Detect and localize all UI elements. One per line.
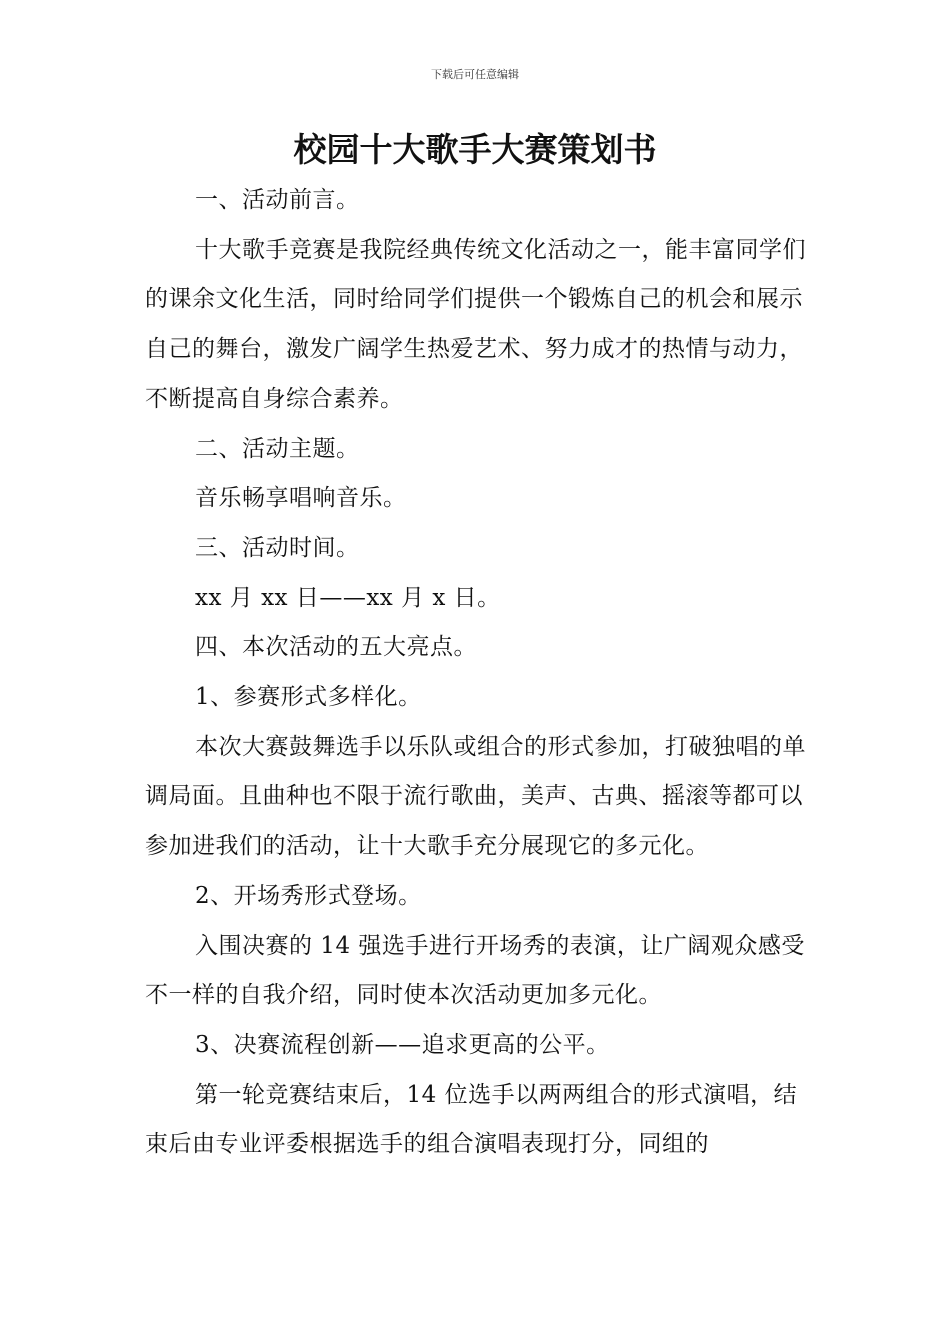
- section-heading: 三、活动时间。: [195, 534, 360, 561]
- paragraph: xx 月 xx 日——xx 月 x 日。: [195, 584, 501, 611]
- document-title: 校园十大歌手大赛策划书: [293, 130, 657, 169]
- paragraph: 十大歌手竞赛是我院经典传统文化活动之一，能丰富同学们的课余文化生活，同时给同学们提供一个锻炼自己的机会和展示自己的舞台，激发广阔学生热爱艺术、努力成才的热情与动力，不断提高自身综合素养。: [145, 236, 806, 412]
- section-heading: 二、活动主题。: [195, 435, 360, 462]
- section-heading: 一、活动前言。: [195, 187, 360, 213]
- paragraph: 入围决赛的 14 强选手进行开场秀的表演，让广阔观众感受不一样的自我介绍，同时使本次活动更加多元化。: [145, 932, 805, 1009]
- subsection-heading: 1、参赛形式多样化。: [195, 684, 422, 711]
- paragraph: 第一轮竞赛结束后，14 位选手以两两组合的形式演唱，结束后由专业评委根据选手的组合演唱表现打分，同组的: [145, 1081, 798, 1158]
- header-note: 下载后可任意编辑: [431, 68, 519, 81]
- paragraph: 本次大赛鼓舞选手以乐队或组合的形式参加，打破独唱的单调局面。且曲种也不限于流行歌曲，美声、古典、摇滚等都可以参加进我们的活动，让十大歌手充分展现它的多元化。: [145, 733, 806, 860]
- subsection-heading: 2、开场秀形式登场。: [195, 882, 422, 909]
- subsection-heading: 3、决赛流程创新——追求更高的公平。: [195, 1031, 610, 1058]
- section-heading: 四、本次活动的五大亮点。: [195, 634, 477, 661]
- paragraph: 音乐畅享唱响音乐。: [195, 485, 407, 512]
- document-body: [145, 176, 810, 1170]
